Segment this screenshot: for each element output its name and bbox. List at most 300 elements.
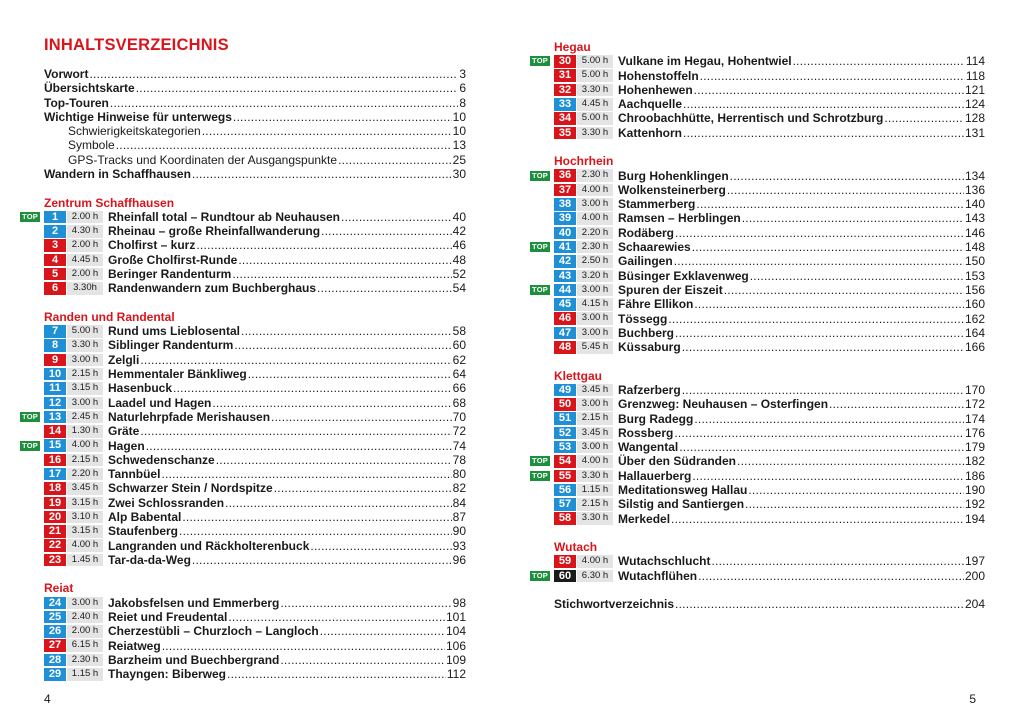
- toc-entry-label: GPS-Tracks und Koordinaten der Ausgangspunkte: [68, 152, 338, 167]
- tour-duration: 4.00 h: [577, 184, 613, 197]
- tour-entry[interactable]: [554, 126, 985, 140]
- dot-leader: [737, 454, 964, 468]
- tour-duration: 2.15 h: [67, 368, 103, 381]
- tour-number: 2: [44, 225, 66, 238]
- dot-leader: [668, 312, 964, 326]
- tour-name: Meditationsweg Hallau: [618, 482, 748, 497]
- index-label: Stichwortverzeichnis: [554, 597, 675, 612]
- tour-duration: 2.20 h: [577, 227, 613, 240]
- tour-entry[interactable]: [44, 253, 466, 267]
- dot-leader: [682, 340, 964, 354]
- tour-number: 3: [44, 239, 66, 252]
- tour-duration: 3.00 h: [577, 398, 613, 411]
- tour-entry[interactable]: [554, 111, 985, 125]
- dot-leader: [317, 281, 452, 295]
- tour-entry[interactable]: [554, 512, 985, 526]
- tour-duration: 2.00 h: [67, 211, 103, 224]
- tour-entry[interactable]: [554, 211, 985, 225]
- left-page-number: 4: [44, 692, 51, 706]
- tour-name: Gailingen: [618, 254, 673, 269]
- tour-entry[interactable]: [554, 254, 985, 268]
- tour-duration: 4.45 h: [67, 254, 103, 267]
- tour-number: 31: [554, 69, 576, 82]
- tour-entry[interactable]: [554, 312, 985, 326]
- tour-duration: 3.45 h: [67, 482, 103, 495]
- tour-entry[interactable]: [44, 453, 466, 467]
- tour-number: 56: [554, 484, 576, 497]
- tour-number: 60: [554, 570, 576, 583]
- page-ref: 10: [452, 109, 466, 124]
- dot-leader: [742, 211, 964, 225]
- toc-entry[interactable]: [44, 167, 466, 181]
- tour-name: Hohenhewen: [618, 82, 693, 97]
- tour-name: Barzheim und Buechbergrand: [108, 652, 280, 667]
- dot-leader: [727, 183, 964, 197]
- page-ref: 143: [964, 211, 985, 226]
- tour-duration: 2.15 h: [67, 454, 103, 467]
- tour-duration: 3.00 h: [577, 327, 613, 340]
- tour-number: 28: [44, 654, 66, 667]
- page-ref: 84: [452, 495, 466, 510]
- top-badge: TOP: [530, 242, 550, 252]
- tour-name: Beringer Randenturm: [108, 267, 232, 282]
- tour-name: Rodäberg: [618, 225, 675, 240]
- page-ref: 121: [964, 82, 985, 97]
- tour-entry[interactable]: [44, 510, 466, 524]
- dot-leader: [202, 124, 452, 138]
- page-ref: 93: [452, 538, 466, 553]
- tour-entry[interactable]: [554, 412, 985, 426]
- tour-number: 25: [44, 611, 66, 624]
- tour-name: Langranden und Räckholterenbuck: [108, 538, 310, 553]
- dot-leader: [674, 254, 964, 268]
- dot-leader: [698, 569, 964, 583]
- page-ref: 186: [964, 468, 985, 483]
- tour-number: 14: [44, 425, 66, 438]
- toc-entry-label: Top-Touren: [44, 95, 109, 110]
- tour-entry[interactable]: [554, 226, 985, 240]
- tour-number: 36: [554, 169, 576, 182]
- page-ref: 101: [445, 609, 466, 624]
- dot-leader: [228, 610, 445, 624]
- page-ref: 48: [452, 252, 466, 267]
- page-ref: 87: [452, 509, 466, 524]
- dot-leader: [179, 524, 452, 538]
- toc-entry[interactable]: [44, 153, 466, 167]
- tour-name: Hemmentaler Bänkliweg: [108, 367, 247, 382]
- tour-number: 42: [554, 255, 576, 268]
- dot-leader: [694, 83, 964, 97]
- tour-duration: 3.00 h: [67, 354, 103, 367]
- tour-name: Spuren der Eiszeit: [618, 282, 723, 297]
- tour-name: Rossberg: [618, 425, 674, 440]
- toc-entry[interactable]: [44, 110, 466, 124]
- tour-entry[interactable]: [44, 424, 466, 438]
- tour-number: 13: [44, 411, 66, 424]
- tour-entry[interactable]: [532, 168, 985, 183]
- tour-entry[interactable]: [44, 539, 466, 553]
- dot-leader: [745, 497, 964, 511]
- tour-entry[interactable]: [554, 69, 985, 83]
- page-ref: 82: [452, 481, 466, 496]
- tour-number: 26: [44, 625, 66, 638]
- page-ref: 197: [964, 554, 985, 569]
- tour-name: Zwei Schlossranden: [108, 495, 225, 510]
- tour-duration: 4.30 h: [67, 225, 103, 238]
- page-ref: 148: [964, 240, 985, 255]
- dot-leader: [884, 111, 964, 125]
- tour-name: Zelgli: [108, 352, 140, 367]
- tour-name: Thayngen: Biberweg: [108, 667, 227, 682]
- tour-duration: 3.10 h: [67, 511, 103, 524]
- page-ref: 109: [445, 652, 466, 667]
- tour-duration: 3.20 h: [577, 270, 613, 283]
- top-badge: TOP: [530, 285, 550, 295]
- tour-entry[interactable]: [554, 326, 985, 340]
- page-ref: 150: [964, 254, 985, 269]
- tour-entry[interactable]: [44, 381, 466, 395]
- tour-entry[interactable]: [532, 54, 985, 69]
- tour-entry[interactable]: [532, 468, 985, 483]
- tour-duration: 3.30 h: [577, 127, 613, 140]
- tour-entry[interactable]: [532, 568, 985, 583]
- dot-leader: [212, 396, 451, 410]
- page-ref: 10: [452, 124, 466, 139]
- page-ref: 166: [964, 340, 985, 355]
- tour-name: Hagen: [108, 438, 145, 453]
- page-ref: 40: [452, 209, 466, 224]
- tour-number: 53: [554, 441, 576, 454]
- tour-entry[interactable]: [44, 267, 466, 281]
- tour-name: Große Cholfirst-Runde: [108, 252, 238, 267]
- page-ref: 153: [964, 268, 985, 283]
- toc-entry-label: Übersichtskarte: [44, 81, 135, 96]
- tour-duration: 4.45 h: [577, 98, 613, 111]
- index-entry[interactable]: [554, 597, 985, 611]
- tour-name: Silstig and Santiergen: [618, 497, 745, 512]
- tour-duration: 2.15 h: [577, 412, 613, 425]
- dot-leader: [89, 67, 458, 81]
- dot-leader: [793, 54, 965, 68]
- tour-name: Siblinger Randenturm: [108, 338, 234, 353]
- tour-entry[interactable]: [44, 667, 466, 681]
- tour-number: 51: [554, 412, 576, 425]
- tour-duration: 4.00 h: [577, 455, 613, 468]
- tour-name: Hasenbuck: [108, 381, 173, 396]
- tour-number: 19: [44, 497, 66, 510]
- tour-entry[interactable]: [554, 183, 985, 197]
- tour-number: 49: [554, 384, 576, 397]
- toc-entry[interactable]: [44, 96, 466, 110]
- tour-entry[interactable]: [532, 240, 985, 255]
- tour-entry[interactable]: [554, 397, 985, 411]
- dot-leader: [321, 224, 452, 238]
- top-badge: TOP: [20, 212, 40, 222]
- tour-number: 54: [554, 455, 576, 468]
- tour-entry[interactable]: [554, 483, 985, 497]
- tour-name: Fähre Ellikon: [618, 297, 694, 312]
- dot-leader: [216, 453, 452, 467]
- tour-duration: 3.30 h: [577, 84, 613, 97]
- tour-entry[interactable]: [44, 238, 466, 252]
- top-badge: TOP: [530, 571, 550, 581]
- tour-duration: 3.30h: [67, 282, 103, 295]
- tour-number: 41: [554, 241, 576, 254]
- tour-name: Merkedel: [618, 511, 671, 526]
- tour-number: 1: [44, 211, 66, 224]
- page-ref: 134: [964, 168, 985, 183]
- toc-entry[interactable]: [44, 81, 466, 95]
- tour-duration: 3.15 h: [67, 382, 103, 395]
- tour-duration: 5.00 h: [577, 69, 613, 82]
- tour-name: Reiatweg: [108, 638, 161, 653]
- dot-leader: [140, 424, 451, 438]
- tour-duration: 4.15 h: [577, 298, 613, 311]
- tour-entry[interactable]: [554, 340, 985, 354]
- tour-number: 45: [554, 298, 576, 311]
- tour-duration: 3.30 h: [577, 470, 613, 483]
- tour-entry[interactable]: [554, 269, 985, 283]
- toc-entry-label: Schwierigkeitskategorien: [68, 124, 201, 139]
- right-column: [532, 40, 985, 612]
- top-badge: TOP: [20, 441, 40, 451]
- tour-number: 20: [44, 511, 66, 524]
- page-ref: 146: [964, 225, 985, 240]
- tour-name: Hohenstoffeln: [618, 68, 699, 83]
- tour-entry[interactable]: [554, 554, 985, 568]
- tour-entry[interactable]: [554, 297, 985, 311]
- page-ref: 114: [965, 54, 985, 69]
- page-ref: 179: [964, 440, 985, 455]
- top-badge: TOP: [530, 456, 550, 466]
- tour-entry[interactable]: [44, 338, 466, 352]
- tour-name: Aachquelle: [618, 97, 683, 112]
- tour-duration: 2.30 h: [67, 654, 103, 667]
- dot-leader: [683, 126, 964, 140]
- tour-duration: 3.15 h: [67, 497, 103, 510]
- tour-number: 30: [554, 55, 576, 68]
- tour-number: 32: [554, 84, 576, 97]
- left-column: [22, 67, 466, 682]
- dot-leader: [675, 226, 964, 240]
- tour-entry[interactable]: [554, 497, 985, 511]
- page-ref: 46: [452, 238, 466, 253]
- dot-leader: [671, 512, 964, 526]
- tour-entry[interactable]: [554, 426, 985, 440]
- dot-leader: [238, 253, 451, 267]
- tour-duration: 3.00 h: [577, 312, 613, 325]
- toc-entry[interactable]: [44, 138, 466, 152]
- dot-leader: [227, 667, 446, 681]
- page-ref: 131: [964, 125, 985, 140]
- page-ref: 156: [964, 282, 985, 297]
- tour-entry[interactable]: [44, 467, 466, 481]
- tour-number: 58: [554, 512, 576, 525]
- tour-name: Stammerberg: [618, 197, 696, 212]
- dot-leader: [192, 553, 452, 567]
- tour-name: Rafzerberg: [618, 382, 681, 397]
- spacer: [554, 583, 985, 597]
- page-ref: 3: [459, 67, 466, 81]
- tour-entry[interactable]: [22, 209, 466, 224]
- tour-duration: 1.30 h: [67, 425, 103, 438]
- tour-number: 18: [44, 482, 66, 495]
- section-heading: Klettgau: [554, 368, 602, 383]
- tour-name: Büsinger Exklavenweg: [618, 268, 749, 283]
- tour-entry[interactable]: [44, 524, 466, 538]
- page-ref: 98: [452, 595, 466, 610]
- dot-leader: [136, 81, 459, 95]
- dot-leader: [241, 324, 452, 338]
- tour-entry[interactable]: [532, 282, 985, 297]
- tour-entry[interactable]: [22, 438, 466, 453]
- spacer: [554, 354, 985, 368]
- dot-leader: [234, 338, 451, 352]
- dot-leader: [682, 383, 964, 397]
- tour-number: 10: [44, 368, 66, 381]
- dot-leader: [694, 412, 964, 426]
- tour-entry[interactable]: [44, 481, 466, 495]
- page-ref: 6: [459, 81, 466, 96]
- dot-leader: [694, 297, 964, 311]
- tour-entry[interactable]: [44, 653, 466, 667]
- tour-number: 21: [44, 525, 66, 538]
- page-ref: 52: [452, 267, 466, 282]
- toc-title: INHALTSVERZEICHNIS: [44, 36, 229, 54]
- tour-number: 12: [44, 397, 66, 410]
- tour-duration: 4.00 h: [577, 555, 613, 568]
- tour-name: Rund ums Lieblosental: [108, 324, 241, 339]
- dot-leader: [338, 153, 452, 167]
- page-ref: 78: [452, 452, 466, 467]
- tour-number: 48: [554, 341, 576, 354]
- tour-duration: 3.30 h: [577, 512, 613, 525]
- tour-entry[interactable]: [44, 496, 466, 510]
- dot-leader: [320, 624, 445, 638]
- tour-entry[interactable]: [44, 624, 466, 638]
- tour-entry[interactable]: [554, 440, 985, 454]
- tour-duration: 6.30 h: [577, 570, 613, 583]
- tour-entry[interactable]: [22, 409, 466, 424]
- tour-entry[interactable]: [44, 324, 466, 338]
- tour-duration: 3.30 h: [67, 339, 103, 352]
- tour-number: 57: [554, 498, 576, 511]
- tour-entry[interactable]: [44, 596, 466, 610]
- dot-leader: [674, 426, 964, 440]
- page-ref: 128: [964, 111, 985, 126]
- top-badge: TOP: [530, 171, 550, 181]
- tour-number: 47: [554, 327, 576, 340]
- tour-number: 15: [44, 439, 66, 452]
- tour-entry[interactable]: [554, 383, 985, 397]
- tour-name: Wutachschlucht: [618, 554, 711, 569]
- tour-entry[interactable]: [44, 353, 466, 367]
- tour-number: 38: [554, 198, 576, 211]
- tour-number: 35: [554, 127, 576, 140]
- tour-duration: 5.00 h: [67, 325, 103, 338]
- tour-duration: 2.15 h: [577, 498, 613, 511]
- tour-name: Tannbüel: [108, 467, 161, 482]
- dot-leader: [161, 467, 451, 481]
- page-ref: 42: [452, 224, 466, 239]
- tour-number: 5: [44, 268, 66, 281]
- tour-duration: 3.00 h: [577, 284, 613, 297]
- toc-entry-label: Vorwort: [44, 67, 89, 81]
- tour-name: Rheinfall total – Rundtour ab Neuhausen: [108, 209, 341, 224]
- tour-entry[interactable]: [44, 639, 466, 653]
- tour-entry[interactable]: [44, 553, 466, 567]
- page-ref: 204: [964, 597, 985, 612]
- tour-number: 8: [44, 339, 66, 352]
- tour-number: 23: [44, 554, 66, 567]
- tour-entry[interactable]: [44, 610, 466, 624]
- tour-number: 11: [44, 382, 66, 395]
- page-ref: 70: [452, 409, 466, 424]
- tour-duration: 3.00 h: [577, 441, 613, 454]
- dot-leader: [692, 469, 964, 483]
- tour-duration: 3.45 h: [577, 427, 613, 440]
- dot-leader: [692, 240, 964, 254]
- tour-entry[interactable]: [44, 281, 466, 295]
- tour-name: Küssaburg: [618, 340, 681, 355]
- tour-duration: 2.00 h: [67, 625, 103, 638]
- dot-leader: [192, 167, 452, 181]
- tour-entry[interactable]: [554, 197, 985, 211]
- tour-entry[interactable]: [44, 367, 466, 381]
- tour-number: 4: [44, 254, 66, 267]
- page-ref: 30: [452, 167, 466, 182]
- top-badge: TOP: [530, 471, 550, 481]
- dot-leader: [182, 510, 451, 524]
- tour-duration: 1.45 h: [67, 554, 103, 567]
- page-ref: 118: [965, 68, 985, 83]
- tour-name: Cholfirst – kurz: [108, 238, 196, 253]
- tour-entry[interactable]: [44, 224, 466, 238]
- page-ref: 200: [964, 568, 985, 583]
- tour-name: Über den Südranden: [618, 454, 737, 469]
- tour-entry[interactable]: [44, 396, 466, 410]
- dot-leader: [280, 596, 451, 610]
- tour-duration: 2.30 h: [577, 169, 613, 182]
- tour-number: 33: [554, 98, 576, 111]
- tour-duration: 2.00 h: [67, 239, 103, 252]
- toc-entry[interactable]: [44, 67, 466, 81]
- toc-entry-label: Symbole: [68, 138, 115, 153]
- tour-entry[interactable]: [554, 97, 985, 111]
- dot-leader: [233, 110, 452, 124]
- dot-leader: [274, 481, 452, 495]
- section-heading: Randen und Randental: [44, 309, 175, 324]
- page-ref: 58: [452, 324, 466, 339]
- toc-entry[interactable]: [44, 124, 466, 138]
- dot-leader: [225, 496, 452, 510]
- dot-leader: [280, 653, 445, 667]
- page-ref: 170: [964, 382, 985, 397]
- tour-entry[interactable]: [532, 454, 985, 469]
- page-ref: 182: [964, 454, 985, 469]
- section-heading: Reiat: [44, 581, 74, 596]
- page-ref: 164: [964, 325, 985, 340]
- tour-duration: 3.00 h: [67, 597, 103, 610]
- tour-entry[interactable]: [554, 83, 985, 97]
- dot-leader: [110, 96, 458, 110]
- tour-duration: 4.00 h: [67, 539, 103, 552]
- page-ref: 124: [964, 97, 985, 112]
- toc-entry-label: Wandern in Schaffhausen: [44, 167, 191, 182]
- section-heading: Hochrhein: [554, 154, 614, 169]
- page-ref: 136: [964, 182, 985, 197]
- tour-name: Burg Hohenklingen: [618, 168, 729, 183]
